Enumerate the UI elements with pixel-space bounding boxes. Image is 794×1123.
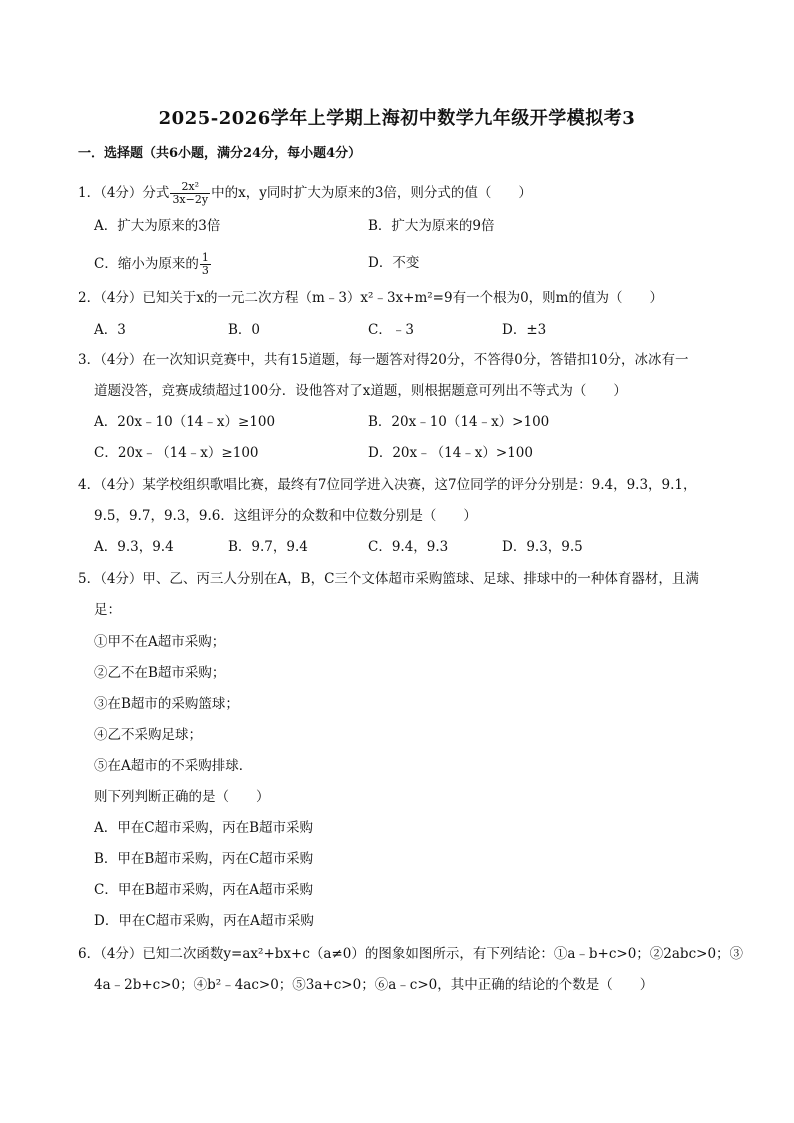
question-4-stem-line-1: 4．（4分）某学校组织歌唱比赛，最终有7位同学进入决赛，这7位同学的评分分别是：9.4，9.3，9.1， <box>78 477 697 493</box>
question-1-stem-pre: 1．（4分）分式 <box>78 185 170 201</box>
question-5-option-b: B．甲在B超市采购，丙在C超市采购 <box>94 851 314 867</box>
question-3-option-c: C．20x﹣（14﹣x）≥100 <box>94 445 259 461</box>
question-3-stem-line-2: 道题没答，竞赛成绩超过100分．设他答对了x道题，则根据题意可列出不等式为（ ） <box>94 383 627 399</box>
question-1-option-b: B．扩大为原来的9倍 <box>368 218 495 234</box>
question-1-fraction <box>170 181 210 206</box>
question-1-fraction-denominator: 3x−2y <box>172 193 209 206</box>
question-2-option-a: A．3 <box>94 322 126 338</box>
question-2-option-c: C．﹣3 <box>368 322 414 338</box>
question-2-stem: 2．（4分）已知关于x的一元二次方程（m﹣3）x²﹣3x+m²=9有一个根为0，则m的值为（ ） <box>78 290 663 306</box>
question-1-stem <box>78 181 532 206</box>
page-title: 2025-2026学年上学期上海初中数学九年级开学模拟考3 <box>158 108 636 129</box>
question-1-option-c-numerator: 1 <box>201 251 209 264</box>
question-5-condition-2: ②乙不在B超市采购； <box>94 665 226 681</box>
question-1-option-c-label: C．缩小为原来的 <box>94 256 199 272</box>
question-5-condition-3: ③在B超市的采购篮球； <box>94 696 239 712</box>
question-1-option-c-fraction <box>200 252 211 277</box>
question-1-stem-post: 中的x，y同时扩大为原来的3倍，则分式的值（ ） <box>211 185 532 201</box>
question-5-option-c: C．甲在B超市采购，丙在A超市采购 <box>94 882 313 898</box>
question-2-option-b: B．0 <box>228 322 261 338</box>
question-5-stem-line-1: 5．（4分）甲、乙、丙三人分别在A，B，C三个文体超市采购篮球、足球、排球中的一种体育器材，且满 <box>78 571 699 587</box>
question-1-option-a: A．扩大为原来的3倍 <box>94 218 221 234</box>
question-6-stem-line-1: 6．（4分）已知二次函数y=ax²+bx+c（a≠0）的图象如图所示，有下列结论：①a﹣b+c>0；②2abc>0；③ <box>78 946 744 962</box>
question-1-option-c <box>94 252 212 277</box>
question-4-option-b: B．9.7，9.4 <box>228 539 308 555</box>
question-5-option-a: A．甲在C超市采购，丙在B超市采购 <box>94 820 313 836</box>
question-5-condition-4: ④乙不采购足球； <box>94 727 202 743</box>
question-5-condition-5: ⑤在A超市的不采购排球． <box>94 758 253 774</box>
question-1-option-c-denominator: 3 <box>201 264 209 277</box>
section-heading: 一．选择题（共6小题，满分24分，每小题4分） <box>78 146 362 161</box>
question-3-option-d: D．20x﹣（14﹣x）>100 <box>368 445 533 461</box>
question-5-ask: 则下列判断正确的是（ ） <box>94 789 270 805</box>
question-5-stem-line-2: 足： <box>94 602 121 618</box>
question-3-option-b: B．20x﹣10（14﹣x）>100 <box>368 414 550 430</box>
question-5-condition-1: ①甲不在A超市采购； <box>94 634 226 650</box>
question-4-option-a: A．9.3，9.4 <box>94 539 174 555</box>
question-2-option-d: D．±3 <box>502 322 547 338</box>
question-3-option-a: A．20x﹣10（14﹣x）≥100 <box>94 414 276 430</box>
question-6-stem-line-2: 4a﹣2b+c>0；④b²﹣4ac>0；⑤3a+c>0；⑥a﹣c>0，其中正确的结论的个数是（ ） <box>94 977 654 993</box>
question-4-option-c: C．9.4，9.3 <box>368 539 449 555</box>
question-1-option-d: D．不变 <box>368 255 420 271</box>
question-4-option-d: D．9.3，9.5 <box>502 539 583 555</box>
question-3-stem-line-1: 3．（4分）在一次知识竞赛中，共有15道题，每一题答对得20分，不答得0分，答错扣10分，冰冰有一 <box>78 352 689 368</box>
question-5-option-d: D．甲在C超市采购，丙在A超市采购 <box>94 913 314 929</box>
question-1-fraction-numerator: 2x² <box>170 181 210 194</box>
question-4-stem-line-2: 9.5，9.7，9.3，9.6．这组评分的众数和中位数分别是（ ） <box>94 508 477 524</box>
